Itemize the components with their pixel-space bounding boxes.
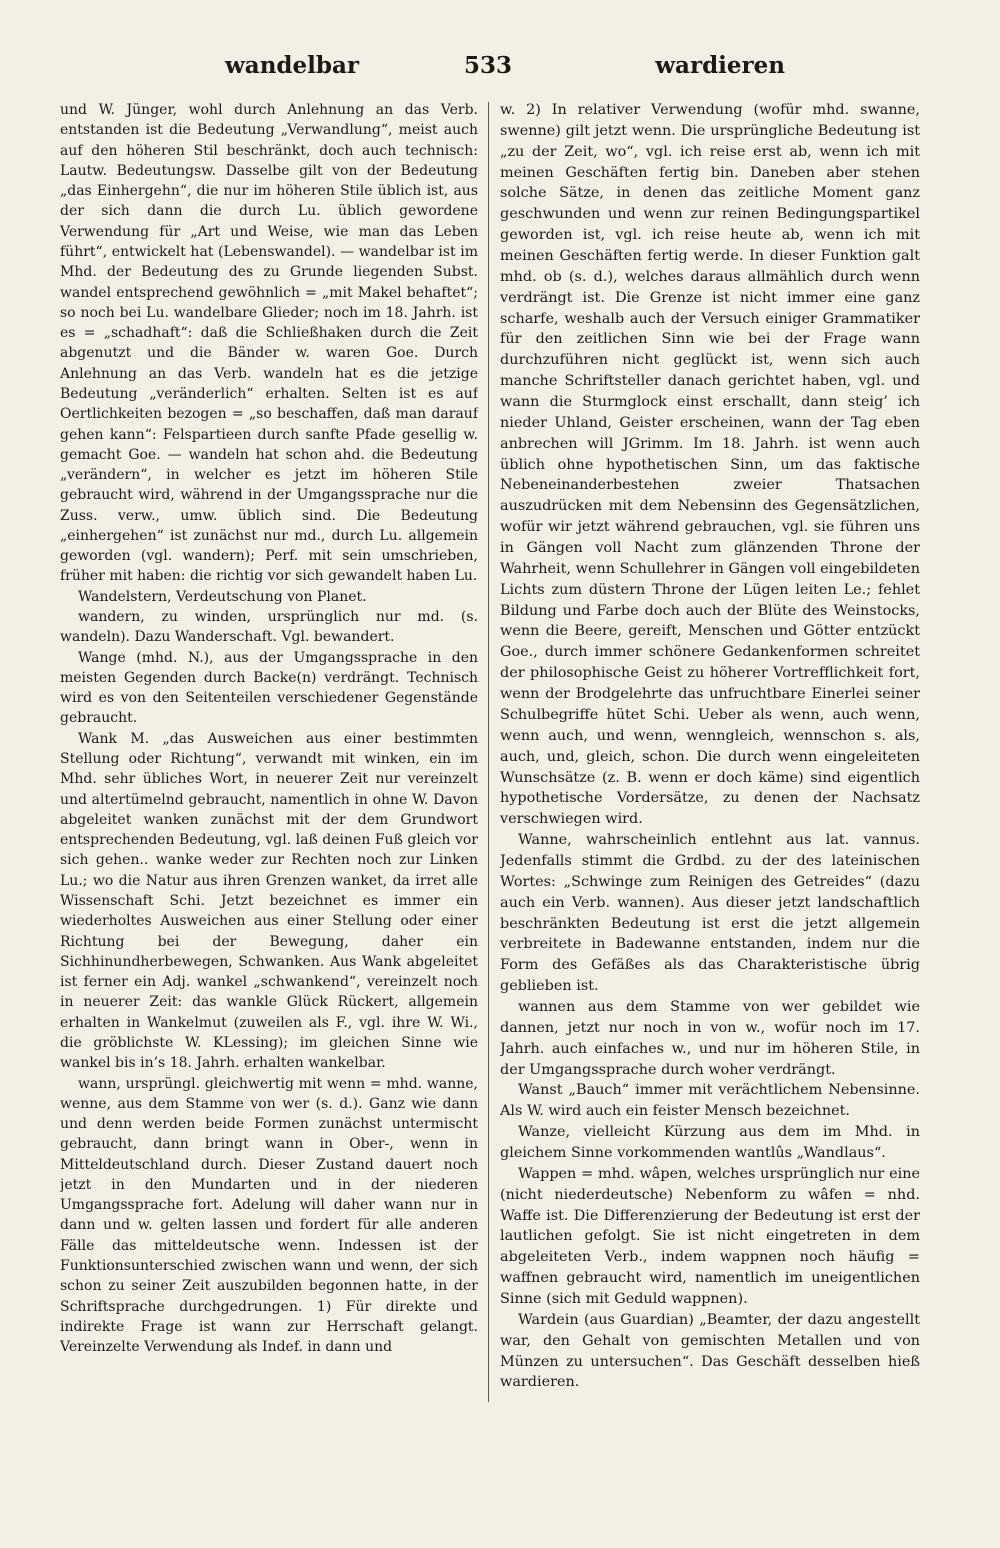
page-number: 533 bbox=[464, 52, 513, 79]
entry-paragraph: Wandelstern, Verdeutschung von Planet. bbox=[78, 588, 367, 605]
entry-paragraph: wannen aus dem Stamme von wer gebildet wie dannen, jetzt nur noch in von w., wofür noch im 17. Jahrh. auch einfaches w., und nur im höheren Stile, in der Umgangssprache durch woher verdrängt. bbox=[500, 998, 920, 1078]
entry-paragraph: Wanst „Bauch“ immer mit verächtlichem Nebensinne. Als W. wird auch ein feister Mensch bezeichnet. bbox=[500, 1082, 920, 1120]
entry-paragraph: Wank M. „das Ausweichen aus einer bestimmten Stellung oder Richtung“, verwandt mit winken, ein im Mhd. sehr übliches Wort, in neuerer Zeit nur vereinzelt und altertümelnd gebraucht, namentlich in ohne W. Davon abgeleitet wanken zunächst mit der dem Grundwort entsprechenden Bedeutung, vgl. laß deinen Fuß gleich vor sich gehen.. wanke weder zur Rechten noch zur Linken Lu.; wo die Natur aus ihren Grenzen wanket, da irret alle Wissenschaft Schi. Jetzt bezeichnet es immer ein wiederholtes Ausweichen aus einer Stellung oder einer Richtung bei der Bewegung, daher ein Sichhinundherbewegen, Schwanken. Aus Wank abgeleitet ist ferner ein Adj. wankel „schwankend“, vereinzelt noch in neuerer Zeit: das wankle Glück Rückert, allgemein erhalten in Wankelmut (zuweilen als F., vgl. ihre W. Wi., die gröblichste W. KLessing); im gleichen Sinne wie wankel bis in’s 18. Jahrh. erhalten wankelbar. bbox=[60, 730, 478, 1072]
right-column bbox=[500, 100, 920, 1410]
entry-paragraph: w. 2) In relativer Verwendung (wofür mhd. swanne, swenne) gilt jetzt wenn. Die ursprüngliche Bedeutung ist „zu der Zeit, wo“, vgl. ich reise erst ab, wenn ich mit meinen Geschäften fertig bin. Daneben aber stehen solche Sätze, in denen das zeitliche Moment ganz geschwunden und wenn zur reinen Bedingungspartikel geworden ist, vgl. ich reise heute ab, wenn ich mit meinen Geschäften fertig werde. In dieser Funktion galt mhd. ob (s. d.), welches daraus allmählich durch wenn verdrängt ist. Die Grenze ist nicht immer eine ganz scharfe, weshalb auch der Versuch einiger Grammatiker für den zeitlichen Sinn wie bei der Frage wann durchzuführen nicht geglückt ist, wenn sich auch manche Schriftsteller danach gerichtet haben, vgl. und wann die Sturmglock einst erschallt, dann steig’ ich nieder Uhland, Geister erscheinen, wann der Tag eben anbrechen will JGrimm. Im 18. Jahrh. ist wenn auch üblich ohne hypothetischen Sinn, um das faktische Nebeneinanderbestehen zweier Thatsachen auszudrücken mit dem Nebensinn des Gegensätzlichen, wofür wir jetzt während gebrauchen, vgl. sie führen uns in Gängen voll Nacht zum glänzenden Throne der Wahrheit, wenn Schullehrer in Gängen voll eingebildeten Lichts zum düstern Throne der Lügen leiten Le.; fehlet Bildung und Farbe doch auch der Blüte des Weinstocks, wenn die Beere, gereift, Menschen und Götter entzückt Goe., durch immer schönere Gedankenformen schreitet der philosophische Geist zu höherer Vortrefflichkeit fort, wenn der Brodgelehrte das unfruchtbare Einerlei seiner Schulbegriffe hütet Schi. Ueber als wenn, auch wenn, wenn auch, und wenn, wenngleich, wennschon s. als, auch, und, gleich, schon. Die durch wenn eingeleiteten Wunschsätze (z. B. wenn er doch käme) sind eigentlich hypothetische Vordersätze, zu denen der Nachsatz verschwiegen wird. bbox=[500, 102, 920, 828]
entry-paragraph: Wanne, wahrscheinlich entlehnt aus lat. vannus. Jedenfalls stimmt die Grdbd. zu der des lateinischen Wortes: „Schwinge zum Reinigen des Getreides“ (dazu auch ein Verb. wannen). Aus dieser jetzt landschaftlich beschränkten Bedeutung ist erst die jetzt allgemein verbreitete in Badewanne entstanden, indem nur die Form des Gefäßes als das Charakteristische übrig geblieben ist. bbox=[500, 832, 920, 995]
column-divider bbox=[488, 102, 489, 1402]
entry-paragraph: Wanze, vielleicht Kürzung aus dem im Mhd. in gleichem Sinne vorkommenden wantlûs „Wandlaus“. bbox=[500, 1124, 920, 1161]
header-right-guide-word: wardieren bbox=[655, 52, 785, 79]
entry-paragraph: Wange (mhd. N.), aus der Umgangssprache in den meisten Gegenden durch Backe(n) verdrängt. Technisch wird es von den Seitenteilen verschiedener Gegenstände gebraucht. bbox=[60, 649, 478, 727]
entry-paragraph: wandern, zu winden, ursprünglich nur md. (s. wandeln). Dazu Wanderschaft. Vgl. bewandert. bbox=[60, 609, 478, 646]
entry-paragraph: wann, ursprüngl. gleichwertig mit wenn = mhd. wanne, wenne, aus dem Stamme von wer (s. d.). Ganz wie dann und denn werden beide Formen zunächst untermischt gebraucht, dann bringt wann in Ober-, wenn in Mitteldeutschland durch. Dieser Zustand dauert noch jetzt in den Mundarten und in der niederen Umgangssprache fort. Adelung will daher wann nur in dann und w. gelten lassen und fordert für alle anderen Fälle das mitteldeutsche wenn. Indessen ist der Funktionsunterschied zwischen wann und wenn, der sich schon zu seiner Zeit auszubilden begonnen hatte, in der Schriftsprache durchgedrungen. 1) Für direkte und indirekte Frage ist wann zur Herrschaft gelangt. Vereinzelte Verwendung als Indef. in dann und bbox=[60, 1075, 478, 1356]
entry-paragraph: und W. Jünger, wohl durch Anlehnung an das Verb. entstanden ist die Bedeutung „Verwandlung“, meist auch auf den höheren Stil beschränkt, doch auch technisch: Lautw. Bedeutungsw. Dasselbe gilt von der Bedeutung „das Einhergehn“, die nur im höheren Stile üblich ist, aus der sich dann die durch Lu. üblich gewordene Verwendung für „Art und Weise, wie man das Leben führt“, entwickelt hat (Lebenswandel). — wandelbar ist im Mhd. der Bedeutung des zu Grunde liegenden Subst. wandel entsprechend gewöhnlich = „mit Makel behaftet“; so noch bei Lu. wandelbare Glieder; noch im 18. Jahrh. ist es = „schadhaft“: daß die Schließhaken durch die Zeit abgenutzt und die Bänder w. waren Goe. Durch Anlehnung an das Verb. wandeln hat es die jetzige Bedeutung „veränderlich“ erhalten. Selten ist es auf Oertlichkeiten bezogen = „so beschaffen, daß man darauf gehen kann“: Felspartieen durch sanfte Pfade gesellig w. gemacht Goe. — wandeln hat schon ahd. die Bedeutung „verändern“, in welcher es jetzt im höheren Stile gebraucht wird, während in der Umgangssprache nur die Zuss. verw., umw. üblich sind. Die Bedeutung „einhergehen“ ist zunächst nur md., durch Lu. allgemein geworden (vgl. wandern); Perf. mit sein umschrieben, früher mit haben: die richtig vor sich gewandelt haben Lu. bbox=[60, 102, 478, 585]
page-header bbox=[55, 52, 950, 92]
entry-paragraph: Wappen = mhd. wâpen, welches ursprünglich nur eine (nicht niederdeutsche) Nebenform zu wâfen = nhd. Waffe ist. Die Differenzierung der Bedeutung ist erst der lautlichen gefolgt. Sie ist nicht eingetreten in dem abgeleiteten Verb., indem wappnen noch häufig = waffnen gebraucht wird, namentlich im uneigentlichen Sinne (sich mit Geduld wappnen). bbox=[500, 1165, 920, 1307]
left-column bbox=[60, 100, 478, 1410]
entry-paragraph: Wardein (aus Guardian) „Beamter, der dazu angestellt war, den Gehalt von gemischten Metallen und von Münzen zu untersuchen“. Das Geschäft desselben hieß wardieren. bbox=[500, 1311, 920, 1391]
header-left-guide-word: wandelbar bbox=[225, 52, 359, 79]
